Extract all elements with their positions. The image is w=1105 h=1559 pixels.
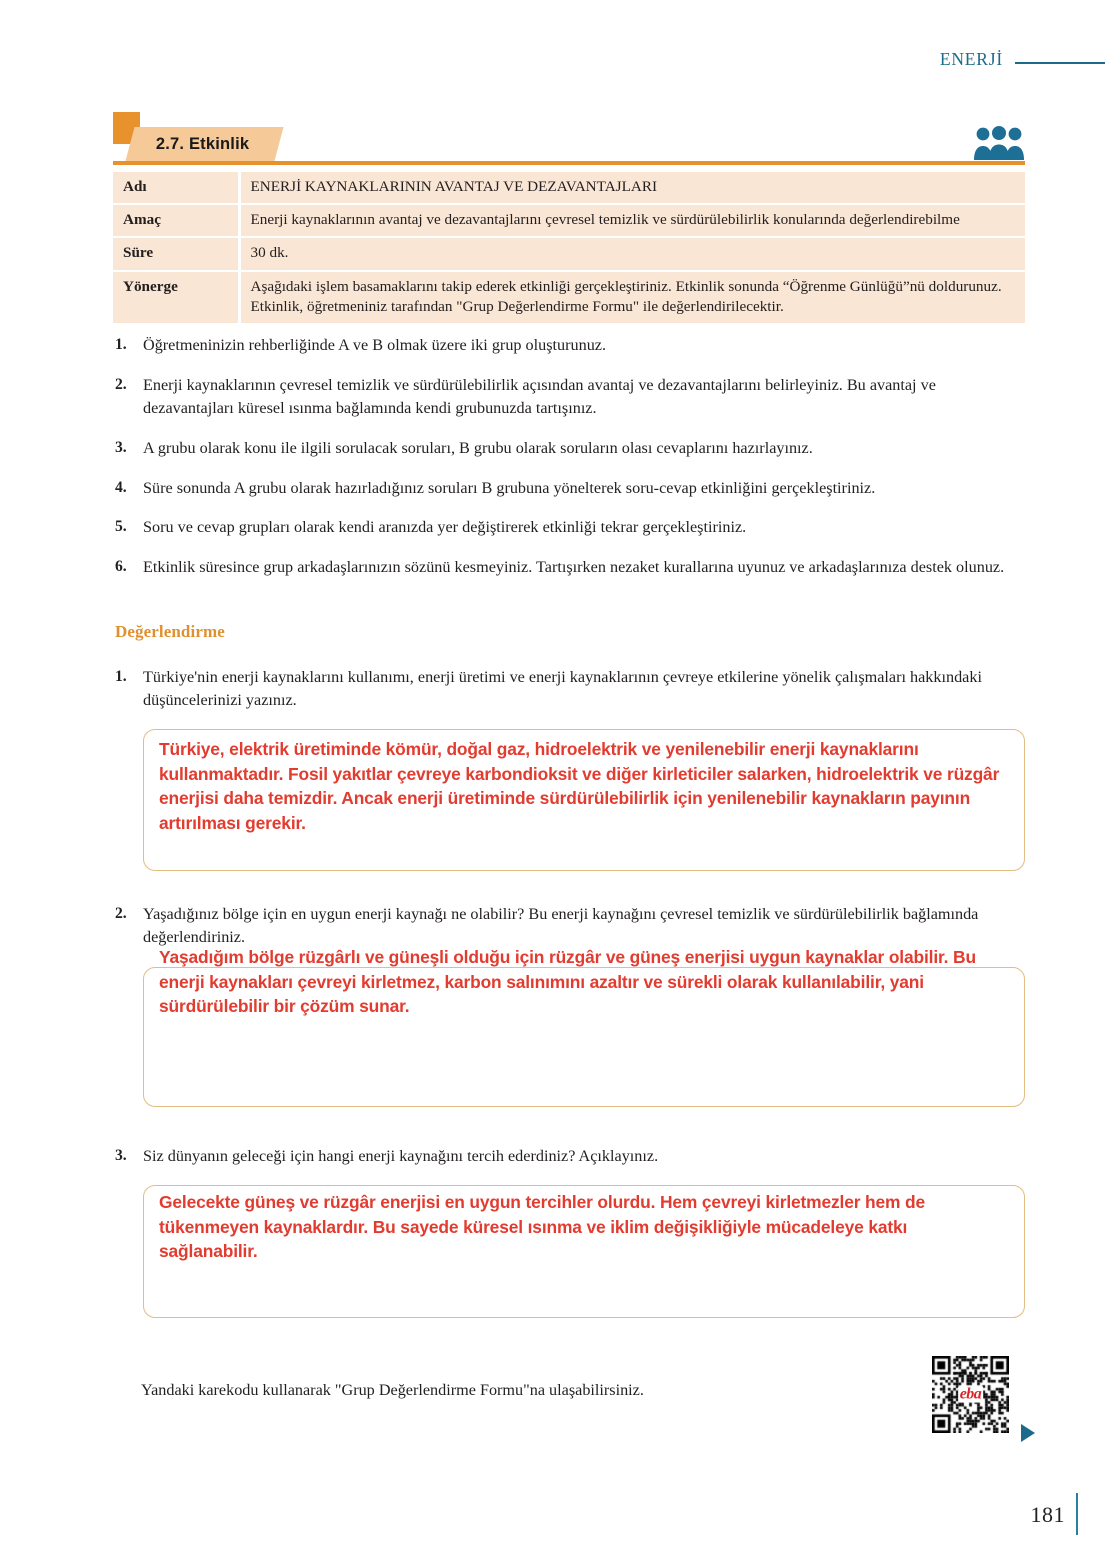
- activity-badge-label: 2.7. Etkinlik: [156, 134, 250, 153]
- step-text: Enerji kaynaklarının çevresel temizlik ve sürdürülebilirlik açısından avantaj ve dezavantajlarını belirleyiniz. Bu avantaj ve dezavantajları küresel ısınma bağlamında kendi grubunuzda tartışınız.: [143, 375, 936, 418]
- evaluation-question-2: [113, 903, 1025, 950]
- answer-text-2[interactable]: Yaşadığım bölge rüzgârlı ve güneşli olduğu için rüzgâr ve güneş enerjisi uygun kaynaklar olabilir. Bu enerji kaynakları çevreyi kirletmez, karbon salınımını azaltır ve sürekli olarak kullanılabilir, yani sürdürülebilir bir çözüm sunar.: [159, 947, 976, 1017]
- list-item: [113, 516, 1025, 540]
- qr-note-text: Yandaki karekodu kullanarak "Grup Değerlendirme Formu"na ulaşabilirsiniz.: [141, 1381, 644, 1399]
- row-key-adi: Adı: [113, 172, 239, 204]
- list-item: [113, 374, 1025, 421]
- step-text: Etkinlik süresince grup arkadaşlarınızın sözünü kesmeyiniz. Tartışırken nezaket kurallarına uyunuz ve arkadaşlarınıza destek olunuz.: [143, 557, 1005, 576]
- three-people-icon: [973, 122, 1025, 162]
- answer-text-1[interactable]: Türkiye, elektrik üretiminde kömür, doğal gaz, hidroelektrik ve yenilenebilir enerji kaynaklarını kullanmaktadır. Fosil yakıtlar çevreye karbondioksit ve diğer kirleticiler salarken, hidroelektrik ve rüzgâr enerjisi daha temizdir. Ancak enerji üretiminde sürdürülebilirlik için yenilenebilir kaynakların payının artırılması gerekir.: [159, 739, 1000, 834]
- step-number: 6.: [115, 557, 127, 575]
- list-item: [113, 437, 1025, 461]
- step-text: A grubu olarak konu ile ilgili sorulacak soruları, B grubu olarak soruların olası cevaplarını hazırlayınız.: [143, 438, 813, 457]
- activity-steps-list: [113, 334, 1025, 596]
- row-value-amac: Enerji kaynaklarının avantaj ve dezavantajlarını çevresel temizlik ve sürdürülebilirlik konularında değerlendirebilme: [239, 204, 1025, 237]
- step-number: 1.: [115, 336, 127, 353]
- page-number-rule: [1076, 1493, 1078, 1535]
- list-item: [113, 477, 1025, 501]
- play-triangle-icon[interactable]: [1021, 1424, 1035, 1442]
- page-number: 181: [1030, 1502, 1065, 1527]
- row-value-sure: 30 dk.: [239, 237, 1025, 270]
- table-row: [113, 271, 1025, 323]
- table-row: [113, 172, 1025, 204]
- answer-text-3[interactable]: Gelecekte güneş ve rüzgâr enerjisi en uygun tercihler olurdu. Hem çevreyi kirletmezler hem de tükenmeyen kaynaklardır. Bu sayede küresel ısınma ve iklim değişikliğiyle mücadeleye katkı sağlanabilir.: [159, 1192, 926, 1262]
- question-text: Türkiye'nin enerji kaynaklarını kullanımı, enerji üretimi ve enerji kaynaklarının çevreye etkilerine yönelik çalışmaları hakkındaki düşüncelerinizi yazınız.: [143, 668, 982, 710]
- question-number: 3.: [115, 1147, 127, 1164]
- qr-code[interactable]: [932, 1356, 1009, 1433]
- row-value-yonerge: Aşağıdaki işlem basamaklarını takip ederek etkinliği gerçekleştiriniz. Etkinlik sonunda “Öğrenme Günlüğü”nü doldurunuz. Etkinlik, öğretmeniniz tarafından "Grup Değerlendirme Formu" ile değerlendirilecektir.: [239, 271, 1025, 323]
- step-text: Soru ve cevap grupları olarak kendi aranızda yer değiştirerek etkinliği tekrar gerçekleştiriniz.: [143, 518, 747, 537]
- evaluation-question-1: [113, 666, 1025, 713]
- list-item: [113, 556, 1025, 580]
- activity-info-table: [113, 172, 1025, 323]
- step-number: 2.: [115, 375, 127, 393]
- header-rule: [1015, 62, 1105, 64]
- step-number: 4.: [115, 478, 127, 496]
- step-number: 5.: [115, 518, 127, 536]
- evaluation-heading: Değerlendirme: [115, 622, 225, 641]
- row-key-sure: Süre: [113, 237, 239, 270]
- row-key-amac: Amaç: [113, 204, 239, 237]
- question-number: 1.: [115, 668, 127, 685]
- step-text: Öğretmeninizin rehberliğinde A ve B olmak üzere iki grup oluşturunuz.: [143, 336, 607, 354]
- list-item: [113, 334, 1025, 358]
- section-title: ENERJİ: [939, 48, 1003, 69]
- activity-badge: [125, 127, 284, 161]
- evaluation-question-3: [113, 1145, 1025, 1168]
- row-value-adi: ENERJİ KAYNAKLARININ AVANTAJ VE DEZAVANTAJLARI: [239, 172, 1025, 204]
- table-row: [113, 204, 1025, 237]
- eba-logo: eba: [959, 1385, 982, 1403]
- activity-rule: [113, 161, 1025, 165]
- question-number: 2.: [115, 905, 127, 922]
- step-number: 3.: [115, 438, 127, 456]
- table-row: [113, 237, 1025, 270]
- question-text: Siz dünyanın geleceği için hangi enerji kaynağını tercih ederdiniz? Açıklayınız.: [143, 1147, 659, 1165]
- row-key-yonerge: Yönerge: [113, 271, 239, 323]
- step-text: Süre sonunda A grubu olarak hazırladığınız soruları B grubuna yönelterek soru-cevap etkinliğini gerçekleştiriniz.: [143, 478, 876, 497]
- question-text: Yaşadığınız bölge için en uygun enerji kaynağı ne olabilir? Bu enerji kaynağını çevresel temizlik ve sürdürülebilirlik bağlamında değerlendiriniz.: [143, 905, 979, 947]
- running-header: [0, 44, 1105, 74]
- activity-header: [113, 112, 1025, 168]
